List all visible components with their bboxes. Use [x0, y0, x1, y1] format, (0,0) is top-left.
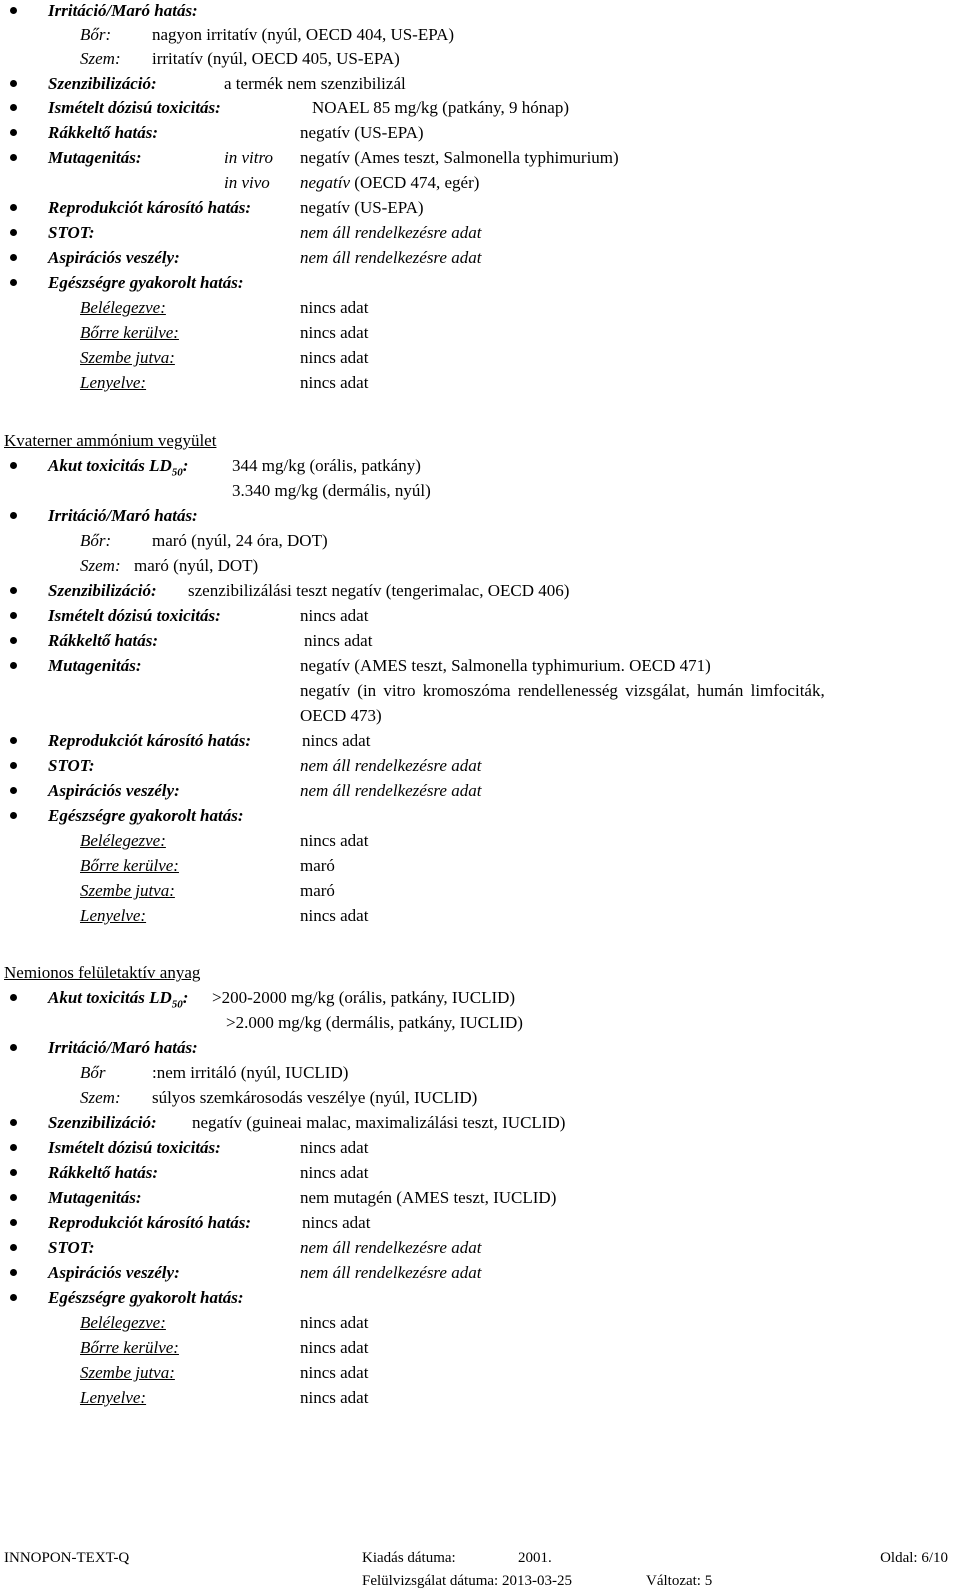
- health-effects-label: Egészségre gyakorolt hatás:: [48, 806, 244, 825]
- skin-contact-value: nincs adat: [300, 1338, 369, 1357]
- skin-value: :nem irritáló (nyúl, IUCLID): [152, 1063, 349, 1082]
- sensitization-value: szenzibilizálási teszt negatív (tengerimalac, OECD 406): [188, 581, 570, 600]
- repeated-dose-value: NOAEL 85 mg/kg (patkány, 9 hónap): [312, 98, 569, 117]
- sensitization-label: Szenzibilizáció:: [48, 1113, 157, 1132]
- irritation-label: Irritáció/Maró hatás:: [48, 1, 198, 20]
- footer-page: Oldal: 6/10: [880, 1550, 948, 1566]
- mutagenicity-value-2: negatív (in vitro kromoszóma rendellenesség vizsgálat, humán limfociták,: [300, 681, 825, 700]
- bullet: [10, 1044, 17, 1051]
- bullet: [10, 279, 17, 286]
- skin-value: nagyon irritatív (nyúl, OECD 404, US-EPA): [152, 25, 455, 44]
- eye-value: maró (nyúl, DOT): [134, 556, 259, 575]
- bullet: [10, 737, 17, 744]
- bullet: [10, 1269, 17, 1276]
- aspiration-value: nem áll rendelkezésre adat: [300, 781, 482, 800]
- eye-contact-label: Szembe jutva:: [80, 348, 175, 367]
- carcinogenicity-label: Rákkeltő hatás:: [48, 123, 159, 142]
- sensitization-label: Szenzibilizáció:: [48, 74, 157, 93]
- bullet: [10, 1294, 17, 1301]
- stot-value: nem áll rendelkezésre adat: [300, 1238, 482, 1257]
- acute-toxicity-label: Akut toxicitás $LD_{50}$:: [48, 988, 189, 1011]
- ingestion-label: Lenyelve:: [80, 906, 147, 925]
- mutagenicity-value-1: negatív (AMES teszt, Salmonella typhimurium. OECD 471): [300, 656, 711, 675]
- irritation-label: Irritáció/Maró hatás:: [48, 1038, 198, 1057]
- stot-label: STOT:: [48, 223, 95, 242]
- bullet: [10, 229, 17, 236]
- reproductive-label: Reprodukciót károsító hatás:: [48, 1213, 252, 1232]
- aspiration-label: Aspirációs veszély:: [48, 781, 180, 800]
- bullet: [10, 204, 17, 211]
- aspiration-value: nem áll rendelkezésre adat: [300, 248, 482, 267]
- inhalation-label: Belélegezve:: [80, 298, 166, 317]
- aspiration-label: Aspirációs veszély:: [48, 248, 180, 267]
- footer-issue-value: 2001.: [518, 1550, 552, 1566]
- aspiration-value: nem áll rendelkezésre adat: [300, 1263, 482, 1282]
- reproductive-value: nincs adat: [302, 1213, 371, 1232]
- mutagenicity-value-3: OECD 473): [300, 706, 382, 725]
- bullet: [10, 787, 17, 794]
- reproductive-value: nincs adat: [302, 731, 371, 750]
- bullet: [10, 154, 17, 161]
- eye-contact-value: nincs adat: [300, 348, 369, 367]
- mutagenicity-label: Mutagenitás:: [48, 656, 142, 675]
- skin-contact-value: nincs adat: [300, 323, 369, 342]
- stot-value: nem áll rendelkezésre adat: [300, 756, 482, 775]
- skin-contact-label: Bőrre kerülve:: [80, 856, 179, 875]
- bullet: [10, 612, 17, 619]
- carcinogenicity-label: Rákkeltő hatás:: [48, 631, 159, 650]
- inhalation-value: nincs adat: [300, 1313, 369, 1332]
- bullet: [10, 1169, 17, 1176]
- ingestion-label: Lenyelve:: [80, 373, 147, 392]
- bullet: [10, 104, 17, 111]
- eye-value: súlyos szemkárosodás veszélye (nyúl, IUCLID): [152, 1088, 478, 1107]
- ingestion-label: Lenyelve:: [80, 1388, 147, 1407]
- ingestion-value: nincs adat: [300, 1388, 369, 1407]
- bullet: [10, 994, 17, 1001]
- mutagenicity-label: Mutagenitás:: [48, 148, 142, 167]
- acute-toxicity-dermal: 3.340 mg/kg (dermális, nyúl): [232, 481, 431, 500]
- bullet: [10, 762, 17, 769]
- mutagenicity-in-vitro-value: negatív (Ames teszt, Salmonella typhimurium): [300, 148, 619, 167]
- health-effects-label: Egészségre gyakorolt hatás:: [48, 273, 244, 292]
- stot-label: STOT:: [48, 756, 95, 775]
- bullet: [10, 662, 17, 669]
- eye-label: Szem:: [80, 1088, 121, 1107]
- acute-toxicity-dermal: >2.000 mg/kg (dermális, patkány, IUCLID): [226, 1013, 523, 1032]
- carcinogenicity-label: Rákkeltő hatás:: [48, 1163, 159, 1182]
- reproductive-label: Reprodukciót károsító hatás:: [48, 731, 252, 750]
- stot-value: nem áll rendelkezésre adat: [300, 223, 482, 242]
- bullet: [10, 7, 17, 14]
- repeated-dose-value: nincs adat: [300, 606, 369, 625]
- stot-label: STOT:: [48, 1238, 95, 1257]
- skin-contact-label: Bőrre kerülve:: [80, 323, 179, 342]
- carcinogenicity-value: nincs adat: [304, 631, 373, 650]
- sensitization-value: a termék nem szenzibilizál: [224, 74, 406, 93]
- mutagenicity-in-vitro-label: in vitro: [224, 148, 273, 167]
- footer-product: INNOPON-TEXT-Q: [4, 1550, 130, 1566]
- bullet: [10, 1219, 17, 1226]
- footer-issue-label: Kiadás dátuma:: [362, 1550, 456, 1566]
- eye-value: irritatív (nyúl, OECD 405, US-EPA): [152, 49, 400, 68]
- acute-toxicity-oral: 344 mg/kg (orális, patkány): [232, 456, 421, 475]
- repeated-dose-label: Ismételt dózisú toxicitás:: [48, 606, 221, 625]
- inhalation-value: nincs adat: [300, 831, 369, 850]
- reproductive-value: negatív (US-EPA): [300, 198, 424, 217]
- mutagenicity-value: nem mutagén (AMES teszt, IUCLID): [300, 1188, 557, 1207]
- bullet: [10, 637, 17, 644]
- acute-toxicity-label: Akut toxicitás $LD_{50}$:: [48, 456, 189, 479]
- skin-label: Bőr:: [80, 25, 112, 44]
- footer-version: Változat: 5: [646, 1573, 713, 1589]
- bullet: [10, 254, 17, 261]
- sensitization-value: negatív (guineai malac, maximalizálási teszt, IUCLID): [192, 1113, 566, 1132]
- bullet: [10, 1119, 17, 1126]
- inhalation-label: Belélegezve:: [80, 831, 166, 850]
- ingestion-value: nincs adat: [300, 906, 369, 925]
- irritation-label: Irritáció/Maró hatás:: [48, 506, 198, 525]
- reproductive-label: Reprodukciót károsító hatás:: [48, 198, 252, 217]
- bullet: [10, 1244, 17, 1251]
- inhalation-value: nincs adat: [300, 298, 369, 317]
- eye-label: Szem:: [80, 49, 121, 68]
- ingestion-value: nincs adat: [300, 373, 369, 392]
- sensitization-label: Szenzibilizáció:: [48, 581, 157, 600]
- section-heading-nonionic-surfactant: Nemionos felületaktív anyag: [4, 963, 201, 982]
- bullet: [10, 129, 17, 136]
- footer-revision: Felülvizsgálat dátuma: 2013-03-25: [362, 1573, 572, 1589]
- eye-contact-value: nincs adat: [300, 1363, 369, 1382]
- health-effects-label: Egészségre gyakorolt hatás:: [48, 1288, 244, 1307]
- carcinogenicity-value: negatív (US-EPA): [300, 123, 424, 142]
- skin-label: Bőr: [80, 1063, 106, 1082]
- bullet: [10, 512, 17, 519]
- bullet: [10, 812, 17, 819]
- mutagenicity-in-vivo-value: negatív (OECD 474, egér): [300, 173, 480, 192]
- carcinogenicity-value: nincs adat: [300, 1163, 369, 1182]
- skin-contact-value: maró: [300, 856, 335, 875]
- mutagenicity-in-vivo-label: in vivo: [224, 173, 270, 192]
- section-heading-quaternary-ammonium: Kvaterner ammónium vegyület: [4, 431, 217, 450]
- eye-contact-label: Szembe jutva:: [80, 1363, 175, 1382]
- bullet: [10, 1144, 17, 1151]
- eye-contact-label: Szembe jutva:: [80, 881, 175, 900]
- bullet: [10, 80, 17, 87]
- bullet: [10, 462, 17, 469]
- repeated-dose-label: Ismételt dózisú toxicitás:: [48, 98, 221, 117]
- aspiration-label: Aspirációs veszély:: [48, 1263, 180, 1282]
- repeated-dose-value: nincs adat: [300, 1138, 369, 1157]
- skin-contact-label: Bőrre kerülve:: [80, 1338, 179, 1357]
- acute-toxicity-oral: >200-2000 mg/kg (orális, patkány, IUCLID): [212, 988, 516, 1007]
- bullet: [10, 587, 17, 594]
- eye-contact-value: maró: [300, 881, 335, 900]
- skin-label: Bőr:: [80, 531, 112, 550]
- bullet: [10, 1194, 17, 1201]
- inhalation-label: Belélegezve:: [80, 1313, 166, 1332]
- eye-label: Szem:: [80, 556, 121, 575]
- mutagenicity-label: Mutagenitás:: [48, 1188, 142, 1207]
- repeated-dose-label: Ismételt dózisú toxicitás:: [48, 1138, 221, 1157]
- skin-value: maró (nyúl, 24 óra, DOT): [152, 531, 328, 550]
